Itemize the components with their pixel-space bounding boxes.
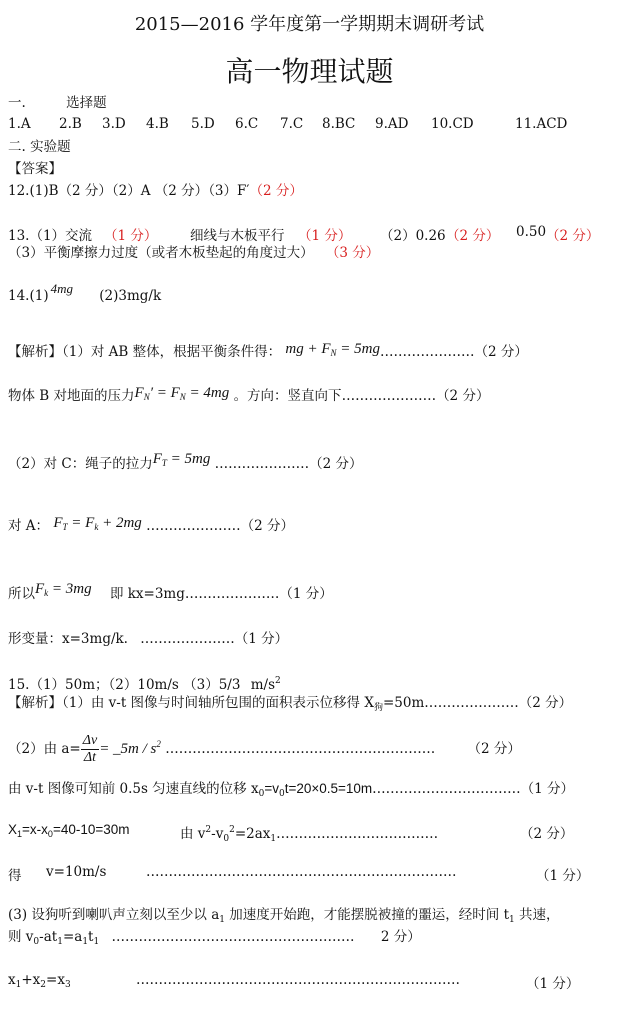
q14-step3-text: （2）对 C：绳子的拉力 xyxy=(8,456,153,472)
choice-answer: 11.ACD xyxy=(515,116,568,132)
q15-step5-points: （1 分） xyxy=(536,868,590,884)
q14-answer xyxy=(8,280,161,305)
q15-step1-sub: 狗 xyxy=(373,703,383,713)
q12-answer xyxy=(8,182,303,200)
q14-step2-text: 物体 B 对地面的压力 xyxy=(8,388,135,404)
answer-tag: 【答案】 xyxy=(8,161,62,177)
choice-answer: 10.CD xyxy=(431,116,474,132)
choice-answer: 2.B xyxy=(59,116,82,132)
choice-answer: 9.AD xyxy=(375,116,409,132)
dot-leader: ………………… xyxy=(341,388,437,404)
q15-step6-line1: (3) 设狗听到喇叭声立刻以至少以 $a_1$ 加速度开始跑，才能摆脱被撞的噩运，经时间 $t_1$ 共速， xyxy=(8,907,560,925)
dot-leader: …………………………… xyxy=(372,781,521,797)
q13-part2: （2）0.26 xyxy=(380,228,446,244)
q15-step4-eq: $X_1=x-x_0=40-10=30m$ xyxy=(8,822,130,839)
section1-number: 一. xyxy=(8,95,26,111)
choice-answer: 5.D xyxy=(191,116,215,132)
q15-step1-points: （2 分） xyxy=(518,695,573,711)
q15-step4-formula: 由 $v^2-v_0^2=2ax_1\dots\dots\dots\dots\dots\dots\dots\dots\dots\dots\dots\dots$ xyxy=(180,825,439,844)
q15-step4 xyxy=(0,822,619,842)
q15-step7 xyxy=(0,972,619,992)
dot-leader: ……………………………………………………………… xyxy=(136,972,460,988)
q14-step4-text: 对 A： xyxy=(8,518,50,534)
dot-leader: ………………… xyxy=(424,695,519,711)
q15-step2 xyxy=(8,726,521,767)
q12-part2: （2）A xyxy=(111,183,151,199)
q14-step1-eq: mg + $F_N = 5mg$ xyxy=(285,341,380,358)
q14-ans1: 4mg xyxy=(50,281,73,296)
choice-answer: 3.D xyxy=(102,116,126,132)
q13-part1b-points: （1 分） xyxy=(298,228,352,244)
exam-subtitle: 2015—2016 学年度第一学期期末调研考试 xyxy=(134,14,485,35)
q12-part1-points: （2 分） xyxy=(58,183,112,199)
q14-step5-points: （1 分） xyxy=(279,586,333,602)
q14-step1-points: （2 分） xyxy=(474,344,528,360)
q15-step1-text: 【解析】（1）由 v-t 图像与时间轴所包围的面积表示位移得 X xyxy=(8,695,374,711)
q15-step4-points: （2 分） xyxy=(520,826,574,842)
q14-ans2: (2)3mg/k xyxy=(99,288,162,304)
q12-part3: （3）F′ xyxy=(208,183,250,199)
q12-part1: 12.(1)B xyxy=(8,183,59,199)
q13-answer xyxy=(0,224,619,244)
dot-leader: ………………… xyxy=(214,456,310,472)
dot-leader: …………………………………………………………… xyxy=(146,864,457,880)
q14-label: 14.(1) xyxy=(8,288,49,304)
q13-part1: 13.（1）交流 xyxy=(8,228,93,244)
q15-step2-eq: = _5m / $s^2$ xyxy=(99,739,161,757)
q14-step4-eq: $F_T = F_k + 2mg$ xyxy=(53,515,142,532)
dot-leader: ………………… xyxy=(140,631,235,647)
q13-part2-points: （2 分） xyxy=(446,228,500,244)
q15-step6-points: 2 分） xyxy=(380,929,421,945)
q14-step5-post: 即 kx=3mg xyxy=(109,586,185,602)
q14-step2 xyxy=(8,384,489,406)
q12-part2-points: （2 分） xyxy=(154,183,209,199)
section2-heading: 二. 实验题 xyxy=(8,139,71,155)
dot-leader: ………………… xyxy=(184,586,280,602)
q15-step1 xyxy=(8,694,572,717)
q12-part3-points: （2 分） xyxy=(249,183,303,199)
choice-answer: 4.B xyxy=(146,116,169,132)
q14-step5-eq: $F_k = 3mg$ xyxy=(35,581,92,598)
q14-step2-direction: 。方向：竖直向下 xyxy=(233,388,342,404)
q15-step3: 由 v-t 图像可知前 0.5s 匀速直线的位移 $x_0=v_0t=20\times 0.5=10m\dots\dots\dots\dots\dots\dots\dots\dots\dots\dots\dots(1$ 分） xyxy=(8,781,575,799)
q15-answer-text: 15.（1）50m；（2）10m/s （3）5/3 xyxy=(8,677,241,693)
q14-step6-text: 形变量：x=3mg/k. xyxy=(8,631,128,647)
q13-part2b-points: （2 分） xyxy=(546,228,600,244)
q15-step2-text: （2）由 a= xyxy=(8,741,81,757)
q14-step1 xyxy=(8,340,528,362)
q15-step5-eq: v=10m/s xyxy=(46,864,107,880)
q14-step4 xyxy=(8,514,294,536)
dot-leader: ……………………………………………… xyxy=(111,929,355,945)
section1-label: 选择题 xyxy=(66,95,107,111)
q14-step3-points: （2 分） xyxy=(309,456,363,472)
choice-answer: 8.BC xyxy=(322,116,356,132)
q14-step3-eq: $F_T = 5mg$ xyxy=(152,451,211,468)
q15-answer xyxy=(8,672,281,694)
q15-step7-eq: $x_1+x_2=x_3$ xyxy=(8,972,71,990)
q14-step3 xyxy=(8,450,363,473)
q15-step5 xyxy=(0,864,619,884)
q13-part3-line xyxy=(8,244,379,262)
q15-step2-points: （2 分） xyxy=(467,741,521,757)
q15-step3-points: （1 分） xyxy=(520,781,575,797)
delta-fraction: $\frac{\Delta v}{\Delta t}$ xyxy=(82,733,98,765)
q15-step1-result: =50m xyxy=(382,695,425,711)
q13-part3-points: （3 分） xyxy=(325,245,380,261)
dot-leader: ………………… xyxy=(380,344,475,360)
dot-leader: ………………… xyxy=(146,518,241,534)
q14-step5-text: 所以 xyxy=(8,586,35,602)
q15-step3-result: t=20×0.5=10m xyxy=(284,781,373,796)
q14-step4-points: （2 分） xyxy=(240,518,294,534)
q13-part1-points: （1 分） xyxy=(104,228,158,244)
q15-step5-text: 得 xyxy=(8,868,22,884)
q13-part2b: 0.50 xyxy=(516,224,547,240)
q14-step1-text: 【解析】（1）对 AB 整体，根据平衡条件得： xyxy=(8,344,282,360)
q14-step6 xyxy=(8,630,288,648)
q15-answer-unit: $m/s^2$ xyxy=(250,676,281,693)
section1-heading xyxy=(8,94,107,112)
q15-step7-points: （1 分） xyxy=(526,976,580,992)
q14-step5 xyxy=(8,580,333,603)
q14-step2-points: （2 分） xyxy=(436,388,490,404)
dot-leader: ……………………………… xyxy=(276,826,439,842)
q14-step2-eq: $F_N' = F_N = 4mg$ xyxy=(134,385,230,402)
q15-step6-line2: 则 $v_0-at_1=a_1t_1$ ……………………………………………… 2 分） xyxy=(8,929,421,947)
exam-title: 高一物理试题 xyxy=(225,55,394,88)
q13-part3: （3）平衡摩擦力过度（或者木板垫起的角度过大） xyxy=(8,245,314,261)
q14-step6-points: （1 分） xyxy=(234,631,289,647)
q13-part1b: 细线与木板平行 xyxy=(190,228,285,244)
choice-answer: 7.C xyxy=(280,116,304,132)
choice-answer: 6.C xyxy=(235,116,259,132)
dot-leader: …………………………………………………… xyxy=(165,741,436,757)
choice-answer: 1.A xyxy=(8,116,31,132)
q15-step3-text: 由 v-t 图像可知前 0.5s 匀速直线的位移 x xyxy=(8,781,259,797)
